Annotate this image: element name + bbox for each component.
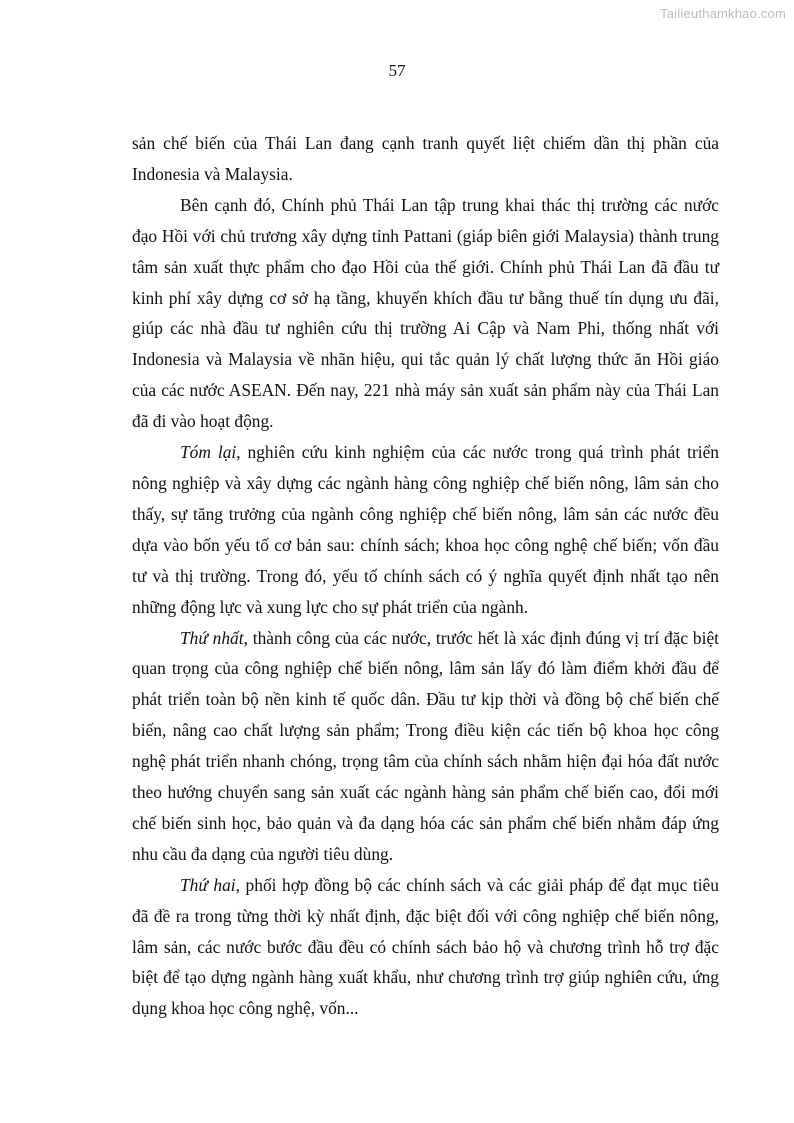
page-number: 57 <box>388 61 406 80</box>
paragraph <box>132 437 719 622</box>
watermark: Tailieuthamkhao.com <box>660 6 786 21</box>
paragraph-lead: Thứ nhất <box>180 627 244 648</box>
paragraph <box>132 128 719 190</box>
paragraph-text: , thành công của các nước, trước hết là xác định đúng vị trí đặc biệt quan trọng của công nghiệp chế biến nông, lâm sản lấy đó làm điểm khởi đầu để phát triển toàn bộ nền kinh tế quốc dân. Đầu tư kịp thời và đồng bộ chế biến chế biến, nâng cao chất lượng sản phẩm; Trong điều kiện các tiến bộ khoa học công nghệ phát triển nhanh chóng, trọng tâm của chính sách nhằm hiện đại hóa đất nước theo hướng chuyển sang sản xuất các ngành hàng sản phẩm chế biến cao, đổi mới chế biến sinh học, bảo quản và đa dạng hóa các sản phẩm chế biến nhằm đáp ứng nhu cầu đa dạng của người tiêu dùng. <box>132 627 719 864</box>
paragraph <box>132 623 719 870</box>
paragraph-lead: Thứ hai <box>180 874 236 895</box>
paragraph-text: Bên cạnh đó, Chính phủ Thái Lan tập trung khai thác thị trường các nước đạo Hồi với chủ trương xây dựng tỉnh Pattani (giáp biên giới Malaysia) thành trung tâm sản xuất thực phẩm cho đạo Hồi của thế giới. Chính phủ Thái Lan đã đầu tư kinh phí xây dựng cơ sở hạ tầng, khuyến khích đầu tư bằng thuế tín dụng ưu đãi, giúp các nhà đầu tư nghiên cứu thị trường Ai Cập và Nam Phi, thống nhất với Indonesia và Malaysia về nhãn hiệu, qui tắc quản lý chất lượng thức ăn Hồi giáo của các nước ASEAN. Đến nay, 221 nhà máy sản xuất sản phẩm này của Thái Lan đã đi vào hoạt động. <box>132 194 719 432</box>
paragraph <box>132 190 719 437</box>
paragraph <box>132 870 719 1025</box>
document-body <box>132 128 719 1024</box>
paragraph-text: , nghiên cứu kinh nghiệm của các nước trong quá trình phát triển nông nghiệp và xây dựng các ngành hàng công nghiệp chế biến nông, lâm sản cho thấy, sự tăng trưởng của ngành công nghiệp chế biến nông, lâm sản các nước đều dựa vào bốn yếu tố cơ bản sau: chính sách; khoa học công nghệ chế biến; vốn đầu tư và thị trường. Trong đó, yếu tố chính sách có ý nghĩa quyết định nhất tạo nên những động lực và xung lực cho sự phát triển của ngành. <box>132 442 719 617</box>
paragraph-text: sản chế biến của Thái Lan đang cạnh tranh quyết liệt chiếm dần thị phần của Indonesia và Malaysia. <box>132 133 719 184</box>
paragraph-lead: Tóm lại <box>180 442 237 463</box>
paragraph-text: , phối hợp đồng bộ các chính sách và các giải pháp để đạt mục tiêu đã đề ra trong từng thời kỳ nhất định, đặc biệt đối với công nghiệp chế biến nông, lâm sản, các nước bước đầu đều có chính sách bảo hộ và chương trình hỗ trợ đặc biệt để tạo dựng ngành hàng xuất khẩu, như chương trình trợ giúp nghiên cứu, ứng dụng khoa học công nghệ, vốn... <box>132 874 719 1019</box>
